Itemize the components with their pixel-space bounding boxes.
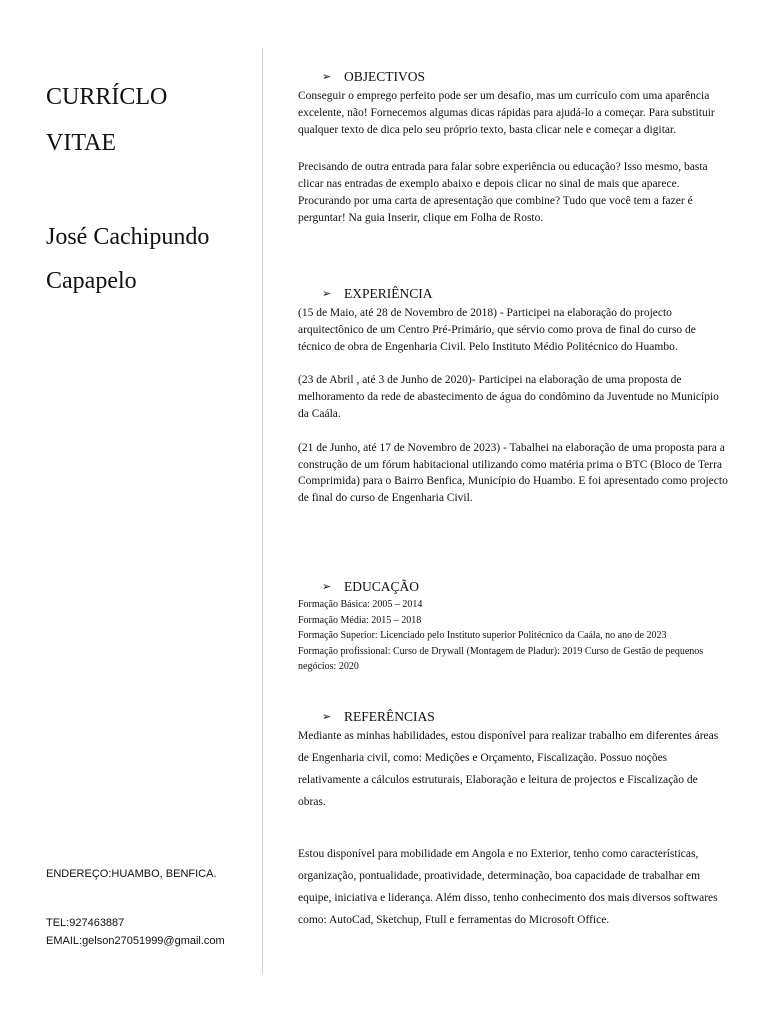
arrow-bullet-icon: ➢: [322, 581, 332, 593]
education-profissional: Formação profissional: Curso de Drywall (Montagem de Pladur): 2019 Curso de Gestão de pequenos negócios: 2020: [298, 645, 704, 672]
referencias-paragraph-1: Mediante as minhas habilidades, estou disponível para realizar trabalho em diferentes áreas de Engenharia civil, como: Medições e Orçamento, Fiscalização. Possuo noções relativamente a cálculos estruturais, Elaboração e leitura de projectos e Fiscalização de obras.: [298, 730, 719, 808]
email-text: EMAIL:gelson27051999@gmail.com: [46, 935, 225, 947]
experience-item: (15 de Maio, até 28 de Novembro de 2018) - Participei na elaboração do projecto arquitectônico de um Centro Pré-Primário, que sérvio como prova de final do curso de técnico de obra de Engenharia Civil. Pelo Instituto Médio Politécnico do Huambo.: [298, 307, 696, 353]
address-text: ENDEREÇO:HUAMBO, BENFICA.: [46, 868, 217, 880]
arrow-bullet-icon: ➢: [322, 288, 332, 300]
column-divider: [262, 48, 263, 974]
education-superior: Formação Superior: Licenciado pelo Instituto superior Politécnico da Caála, no ano de 2023: [298, 630, 667, 641]
name-line-2: Capapelo: [46, 268, 137, 294]
educacao-heading-text: EDUCAÇÃO: [344, 579, 420, 594]
objectivos-paragraph-2: Precisando de outra entrada para falar sobre experiência ou educação? Isso mesmo, basta clicar nas entradas de exemplo abaixo e depois clicar no sinal de mais que aparece. Procurando por uma carta de apresentação que combine? Tudo que você tem a fazer é perguntar! Na guia Inserir, clique em Folha de Rosto.: [298, 161, 708, 224]
section-objectivos: [298, 69, 728, 227]
education-basica: Formação Básica: 2005 – 2014: [298, 599, 423, 610]
section-experiencia: [298, 286, 728, 507]
referencias-heading-text: REFERÊNCIAS: [344, 709, 435, 724]
education-media: Formação Média: 2015 – 2018: [298, 614, 422, 626]
arrow-bullet-icon: ➢: [322, 711, 332, 723]
section-referencias: [298, 709, 728, 931]
title-line-1: CURRÍCLO: [46, 84, 168, 110]
objectivos-heading: [298, 69, 728, 85]
referencias-paragraph-2: Estou disponível para mobilidade em Angola e no Exterior, tenho como características, organização, pontualidade, proatividade, determinação, boa capacidade de trabalhar em equipe, iniciativa e liderança. Além disso, tenho conhecimento dos mais diversos softwares como: AutoCad, Sketchup, Ftull e ferramentas do Microsoft Office.: [298, 848, 718, 926]
arrow-bullet-icon: ➢: [322, 71, 332, 83]
experiencia-heading: [298, 286, 728, 302]
experience-item: (21 de Junho, até 17 de Novembro de 2023) - Tabalhei na elaboração de uma proposta para a construção de um fórum habitacional utilizando como matéria prima o BTC (Bloco de Terra Comprimida) para o Bairro Benfica, Município do Huambo. E foi apresentado como projecto de final do curso de Engenharia Civil.: [298, 441, 728, 505]
objectivos-heading-text: OBJECTIVOS: [344, 69, 426, 84]
section-educacao: [298, 579, 728, 675]
educacao-heading: [298, 579, 728, 595]
name-line-1: José Cachipundo: [46, 224, 210, 250]
sidebar: [0, 0, 262, 1024]
objectivos-paragraph-1: Conseguir o emprego perfeito pode ser um desafio, mas um currículo com uma aparência excelente, não! Fornecemos algumas dicas rápidas para ajudá-lo a começar. Para substituir qualquer texto de dica pelo seu próprio texto, basta clicar nele e começar a digitar.: [298, 90, 715, 136]
telephone-text: TEL:927463887: [46, 917, 125, 929]
referencias-heading: [298, 709, 728, 725]
title-line-2: VITAE: [46, 130, 117, 156]
experience-item: (23 de Abril , até 3 de Junho de 2020)- Participei na elaboração de uma proposta de melhoramento da rede de abastecimento de água do condômino da Juventude no Município da Caála.: [298, 374, 719, 420]
experiencia-heading-text: EXPERIÊNCIA: [344, 286, 433, 301]
